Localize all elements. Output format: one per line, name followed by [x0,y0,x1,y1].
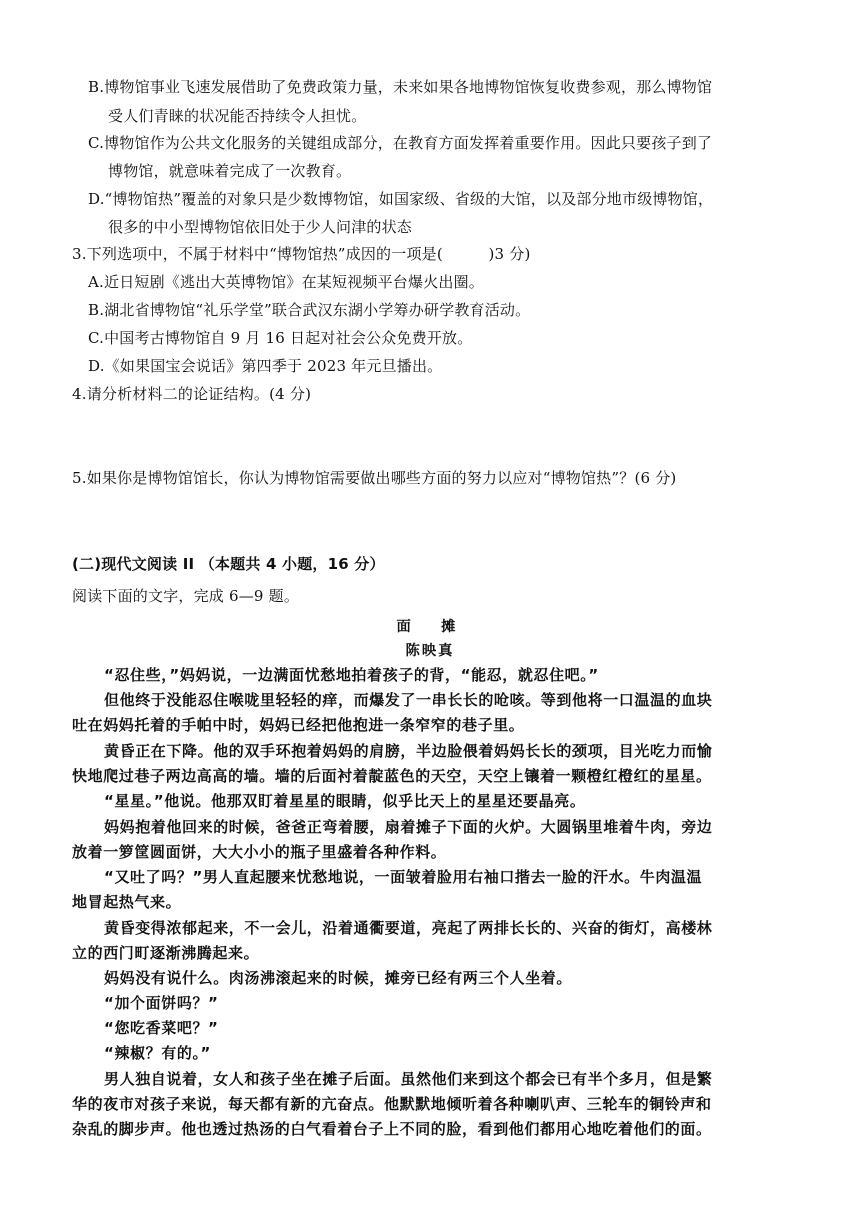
story-line: “又吐了吗？”男人直起腰来忧愁地说，一面皱着脸用右袖口揩去一脸的汗水。牛肉温温 [104,868,703,886]
q2-option-b: B.博物馆事业飞速发展借助了免费政策力量，未来如果各地博物馆恢复收费参观，那么博物馆 [88,78,713,96]
story-line: 黄昏正在下降。他的双手环抱着妈妈的肩膀，半边脸偎着妈妈长长的颈项，目光吃力而愉 [104,742,713,760]
story-line: 但他终于没能忍住喉咙里轻轻的痒，而爆发了一串长长的呛咳。等到他将一口温温的血块 [104,691,713,709]
story-line: 放着一箩筐圆面饼，大大小小的瓶子里盛着各种作料。 [72,843,447,861]
q3-option-b: B.湖北省博物馆“礼乐学堂”联合武汉东湖小学筹办研学教育活动。 [88,301,531,319]
story-line: “忍住些，”妈妈说，一边满面忧愁地拍着孩子的背，“能忍，就忍住吧。” [104,666,599,684]
story-line: “您吃香菜吧？” [104,1019,219,1037]
section-instruction: 阅读下面的文字，完成 6—9 题。 [72,587,300,605]
story-title: 面 摊 [396,619,464,635]
story-author: 陈映真 [405,643,455,659]
q2-option-d-cont: 很多的中小型博物馆依旧处于少人问津的状态 [108,218,413,236]
story-line: 立的西门町逐渐沸腾起来。 [72,944,260,962]
q2-option-d: D.“博物馆热”覆盖的对象只是少数博物馆，如国家级、省级的大馆，以及部分地市级博物馆， [88,190,714,208]
story-line: “加个面饼吗？” [104,994,219,1012]
q2-option-c: C.博物馆作为公共文化服务的关键组成部分，在教育方面发挥着重要作用。因此只要孩子到了 [88,134,713,152]
story-line: “辣椒？有的。” [104,1044,212,1062]
story-line: 吐在妈妈托着的手帕中时，妈妈已经把他抱进一条窄窄的巷子里。 [72,716,525,734]
story-line: 黄昏变得浓郁起来，不一会儿，沿着通衢要道，亮起了两排长长的、兴奋的街灯，高楼林 [104,919,713,937]
q3-option-a: A.近日短剧《逃出大英博物馆》在某短视频平台爆火出圈。 [88,273,485,291]
story-line: 杂乱的脚步声。他也透过热汤的白气看着台子上不同的脸，看到他们都用心地吃着他们的面。 [72,1120,712,1138]
q4-stem: 4.请分析材料二的论证结构。(4 分) [72,385,312,403]
section-heading: (二)现代文阅读 II （本题共 4 小题，16 分） [72,555,385,573]
q2-option-b-cont: 受人们青睐的状况能否持续令人担忧。 [108,107,367,125]
story-line: 地冒起热气来。 [72,893,182,911]
story-line: 华的夜市对孩子来说，每天都有新的亢奋点。他默默地倾听着各种喇叭声、三轮车的铜铃声和 [72,1095,712,1113]
story-line: 妈妈抱着他回来的时候，爸爸正弯着腰，扇着摊子下面的火炉。大圆锅里堆着牛肉，旁边 [104,818,713,836]
q3-stem: 3.下列选项中，不属于材料中“博物馆热”成因的一项是( )3 分) [72,245,531,263]
story-line: 妈妈没有说什么。肉汤沸滚起来的时候，摊旁已经有两三个人坐着。 [104,969,573,987]
q3-option-d: D.《如果国宝会说话》第四季于 2023 年元旦播出。 [88,357,443,375]
q3-option-c: C.中国考古博物馆自 9 月 16 日起对社会公众免费开放。 [88,329,473,347]
story-line: 男人独自说着，女人和孩子坐在摊子后面。虽然他们来到这个都会已有半个多月，但是繁 [104,1070,713,1088]
q5-stem: 5.如果你是博物馆馆长，你认为博物馆需要做出哪些方面的努力以应对“博物馆热”？(6 分) [72,469,677,487]
story-line: “星星。”他说。他那双盯着星星的眼睛，似乎比天上的星星还要晶亮。 [104,792,586,810]
story-line: 快地爬过巷子两边高高的墙。墙的后面衬着靛蓝色的天空，天空上镶着一颗橙红橙红的星星。 [72,767,712,785]
q2-option-c-cont: 博物馆，就意味着完成了一次教育。 [108,162,352,180]
